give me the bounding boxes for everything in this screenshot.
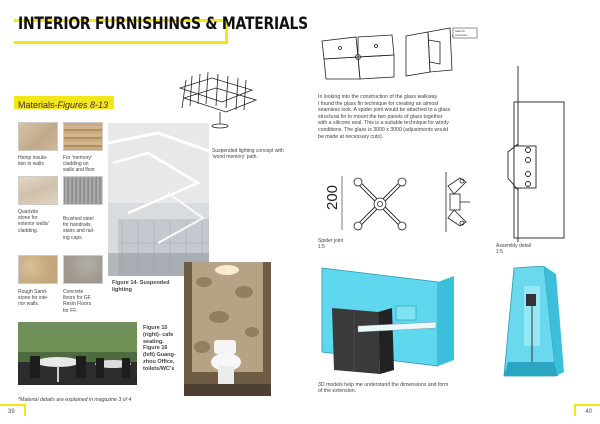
suspended-lighting-photo — [108, 123, 209, 276]
3d-model-caption: 3D models help me understand the dimensions and form of the extension. — [318, 382, 449, 395]
3d-model-glass-walkway — [318, 262, 458, 378]
swatch-caption-sandstone: Rough Sand- stone for inte- rior walls. — [18, 289, 49, 308]
spider-dimension-label: 200 — [324, 184, 341, 210]
swatch-sandstone — [18, 255, 58, 284]
3d-model-assembly — [494, 266, 570, 378]
page-number-right: 40 — [585, 409, 592, 415]
spider-side-drawing — [440, 172, 474, 232]
swatch-wood — [63, 122, 103, 151]
assembly-detail-drawing — [494, 66, 570, 242]
assembly-detail-caption: Assembly detail 1:5 — [496, 243, 532, 256]
pendant-light-sketch — [172, 68, 270, 134]
glass-fin-sketch — [400, 26, 480, 82]
swatch-hemp — [18, 122, 58, 151]
section-heading: Materials-Figures 8-13 — [18, 100, 109, 110]
swatch-steel — [63, 176, 103, 205]
swatch-caption-quartzite: Quartzite stone for exterior walls/ cladding. — [18, 209, 49, 234]
swatch-caption-wood: For 'memory' cladding on walls and floor — [63, 155, 95, 174]
suspended-lighting-caption: Suspended lighting concept with 'wood memory' path. — [212, 148, 284, 161]
swatch-concrete — [63, 255, 103, 284]
spider-joint-drawing — [318, 170, 418, 236]
swatch-quartzite — [18, 176, 58, 205]
page-number-left: 39 — [8, 409, 15, 415]
cafe-seating-photo — [18, 322, 137, 385]
glass-walkway-paragraph: In looking into the construction of the glass walkway I found the glass fin technique for creating an almost seamless look. A spider joint would be attached to a glass structural fin to mount the two panels of glass together with a silicone seal. This is a suitable technique for windy conditions. The glass is 3000 x 3000 (adjustments would be made at necessary cuts). — [318, 94, 451, 140]
sketch-note-line2: connection — [455, 34, 468, 37]
sketch-note-line1: Glass fin — [455, 30, 466, 33]
page-title: INTERIOR FURNISHINGS & MATERIALS — [18, 14, 308, 34]
swatch-caption-steel: Brushed steel for handrails, stairs and rail- ing caps. — [63, 216, 95, 241]
material-footnote: *Material details are explained in magazine 3 of 4 — [18, 397, 132, 403]
spider-joint-caption: Spider joint 1:5 — [318, 238, 344, 251]
toilet-photo — [184, 262, 271, 396]
figure-15-16-caption: Figure 15 (right)- cafe seating. Figure 16 (left) Guang- zhou Office, toilets/WC's — [143, 325, 176, 372]
figure-14-caption: Figure 14- Suspended lighting — [112, 280, 170, 293]
swatch-caption-concrete: Concrete floors for GF. Resin Floors for FF. — [63, 289, 92, 314]
glass-panel-sketch — [318, 33, 398, 83]
swatch-caption-hemp: Hemp insula- tion in walls — [18, 155, 48, 168]
